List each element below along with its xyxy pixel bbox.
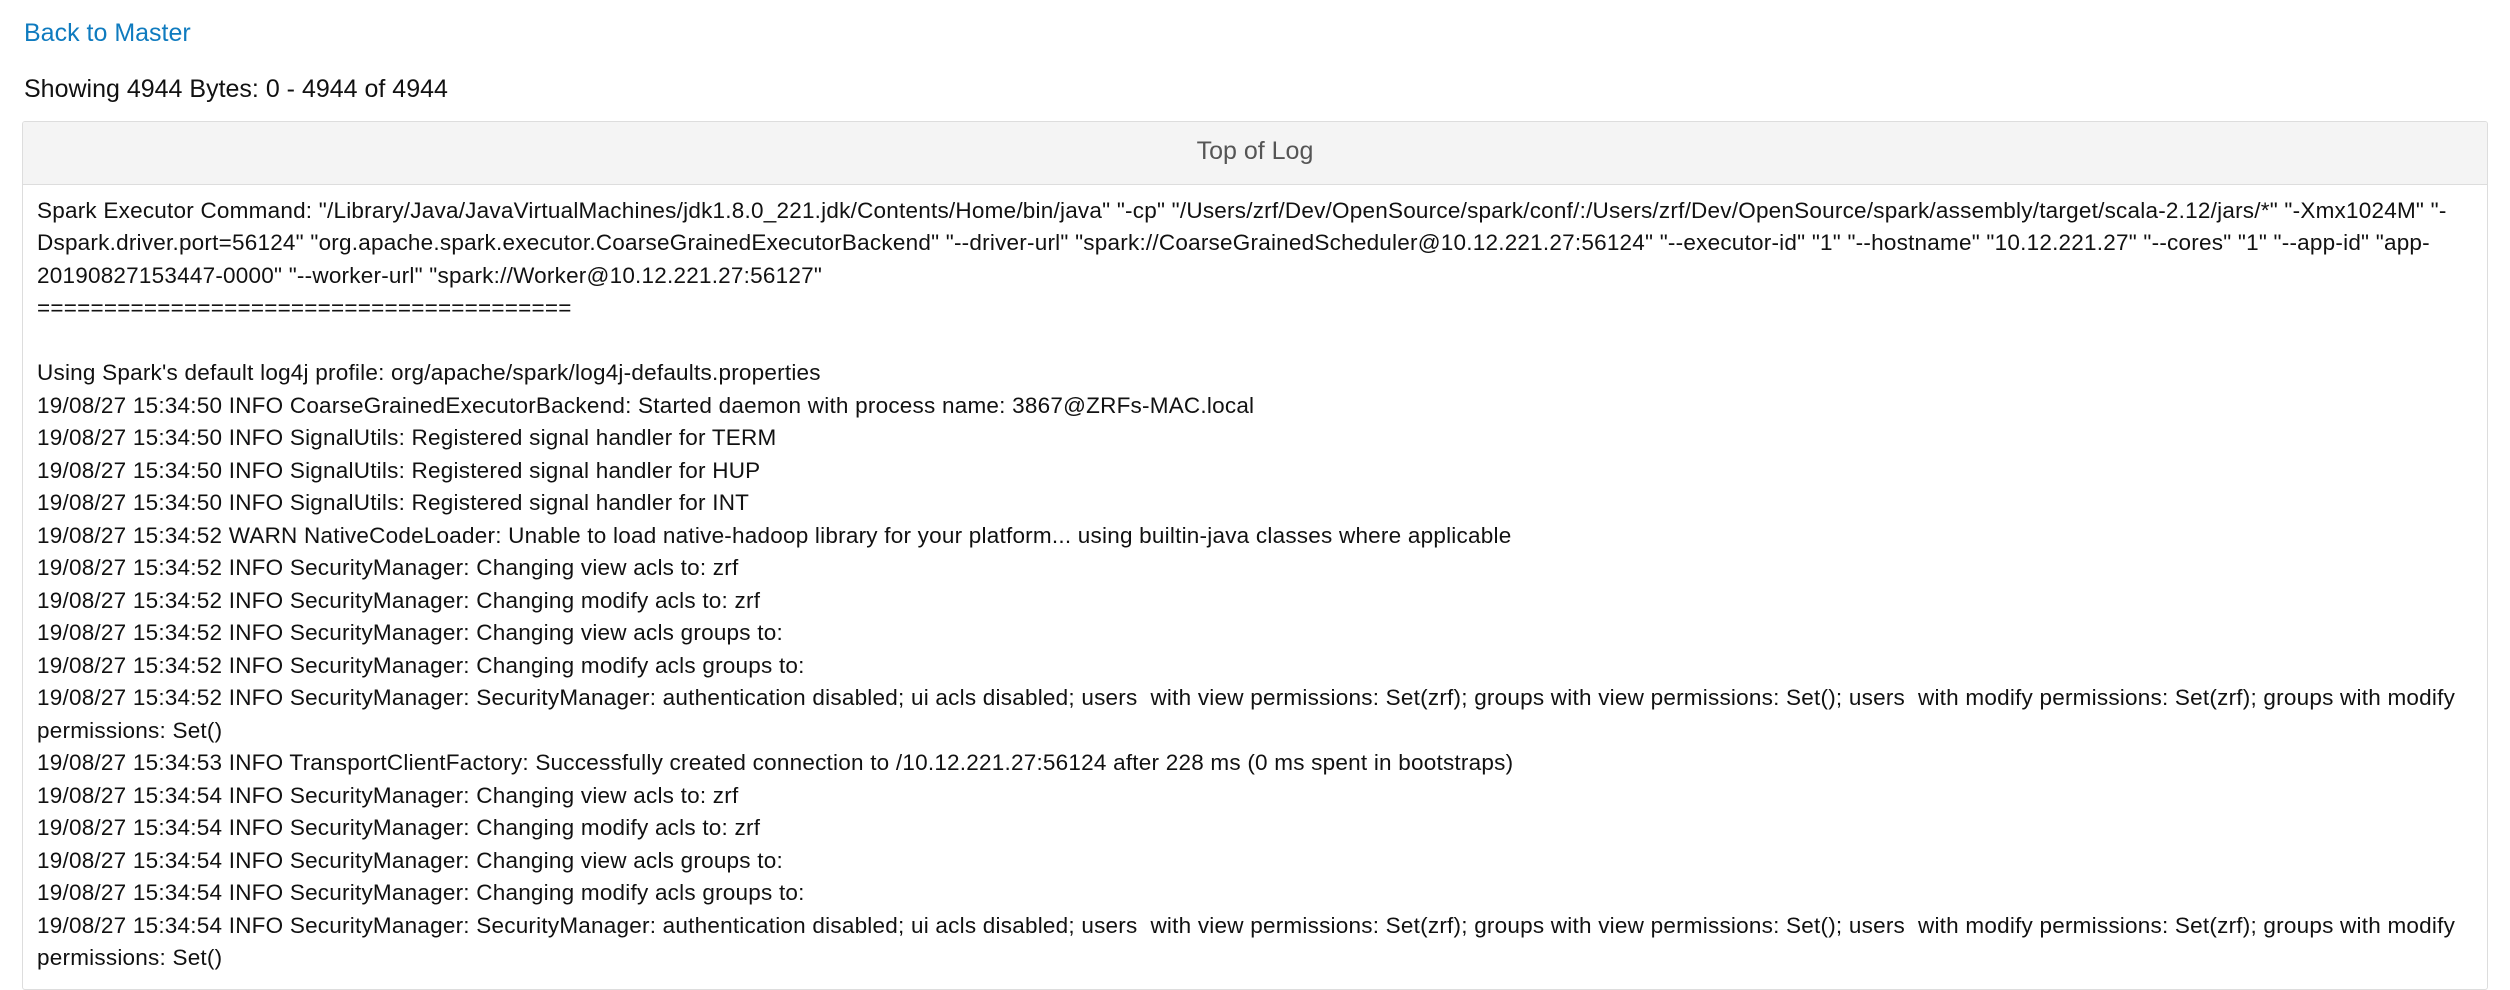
log-line: 19/08/27 15:34:53 INFO TransportClientFactory: Successfully created connection to /10.12.221.27:56124 after 228 ms (0 ms spent in bootstraps) [37, 750, 1514, 775]
showing-bytes-status: Showing 4944 Bytes: 0 - 4944 of 4944 [24, 75, 448, 103]
log-line: 19/08/27 15:34:52 INFO SecurityManager: Changing modify acls to: zrf [37, 587, 761, 613]
log-line: 19/08/27 15:34:52 INFO SecurityManager: Changing view acls to: zrf [37, 555, 739, 580]
log-line: 19/08/27 15:34:50 INFO SignalUtils: Registered signal handler for HUP [37, 457, 761, 483]
log-line: 19/08/27 15:34:52 INFO SecurityManager: Changing modify acls groups to: [37, 652, 805, 678]
log-line: 19/08/27 15:34:50 INFO SignalUtils: Registered signal handler for TERM [37, 425, 777, 450]
log-line [37, 325, 2473, 358]
log-line: 19/08/27 15:34:52 INFO SecurityManager: SecurityManager: authentication disabled; ui acls disabled; users with view permissions: Set(zrf); groups with view permissions: Set(); users with modify permissions: Set(zrf); groups with modify permissions: Set() [37, 685, 2462, 743]
log-line: 19/08/27 15:34:52 WARN NativeCodeLoader: Unable to load native-hadoop library for your platform... using builtin-java classes where applicable [37, 522, 1512, 548]
log-line: 19/08/27 15:34:52 INFO SecurityManager: Changing view acls groups to: [37, 620, 783, 645]
log-line: ======================================== [37, 295, 572, 320]
log-line: 19/08/27 15:34:54 INFO SecurityManager: Changing modify acls groups to: [37, 880, 805, 905]
log-content [23, 185, 2487, 989]
log-line: 19/08/27 15:34:54 INFO SecurityManager: Changing view acls groups to: [37, 847, 783, 873]
log-line: 19/08/27 15:34:54 INFO SecurityManager: SecurityManager: authentication disabled; ui acls disabled; users with view permissions: Set(zrf); groups with view permissions: Set(); users with modify permissions: Set(zrf); groups with modify permissions: Set() [37, 912, 2462, 970]
log-panel-header: Top of Log [23, 122, 2487, 184]
log-line: 19/08/27 15:34:50 INFO SignalUtils: Registered signal handler for INT [37, 490, 750, 515]
log-line: 19/08/27 15:34:50 INFO CoarseGrainedExecutorBackend: Started daemon with process name: 3867@ZRFs-MAC.local [37, 392, 1255, 418]
log-panel [22, 121, 2488, 989]
log-line: Spark Executor Command: "/Library/Java/JavaVirtualMachines/jdk1.8.0_221.jdk/Contents/Home/bin/java" "-cp" "/Users/zrf/Dev/OpenSource/spark/conf/:/Users/zrf/Dev/OpenSource/spark/assembly/target/scala-2.12/jars/*" "-Xmx1024M" "-Dspark.driver.port=56124" "org.apache.spark.executor.CoarseGrainedExecutorBackend" "--driver-url" "spark://CoarseGrainedScheduler@10.12.221.27:56124" "--executor-id" "1" "--hostname" "10.12.221.27" "--cores" "1" "--app-id" "app-20190827153447-0000" "--worker-url" "spark://Worker@10.12.221.27:56127" [37, 197, 2447, 288]
log-line: 19/08/27 15:34:54 INFO SecurityManager: Changing view acls to: zrf [37, 782, 739, 808]
back-to-master-link[interactable]: Back to Master [24, 19, 191, 47]
log-line: 19/08/27 15:34:54 INFO SecurityManager: Changing modify acls to: zrf [37, 815, 761, 840]
log-line: Using Spark's default log4j profile: org/apache/spark/log4j-defaults.properties [37, 360, 821, 385]
